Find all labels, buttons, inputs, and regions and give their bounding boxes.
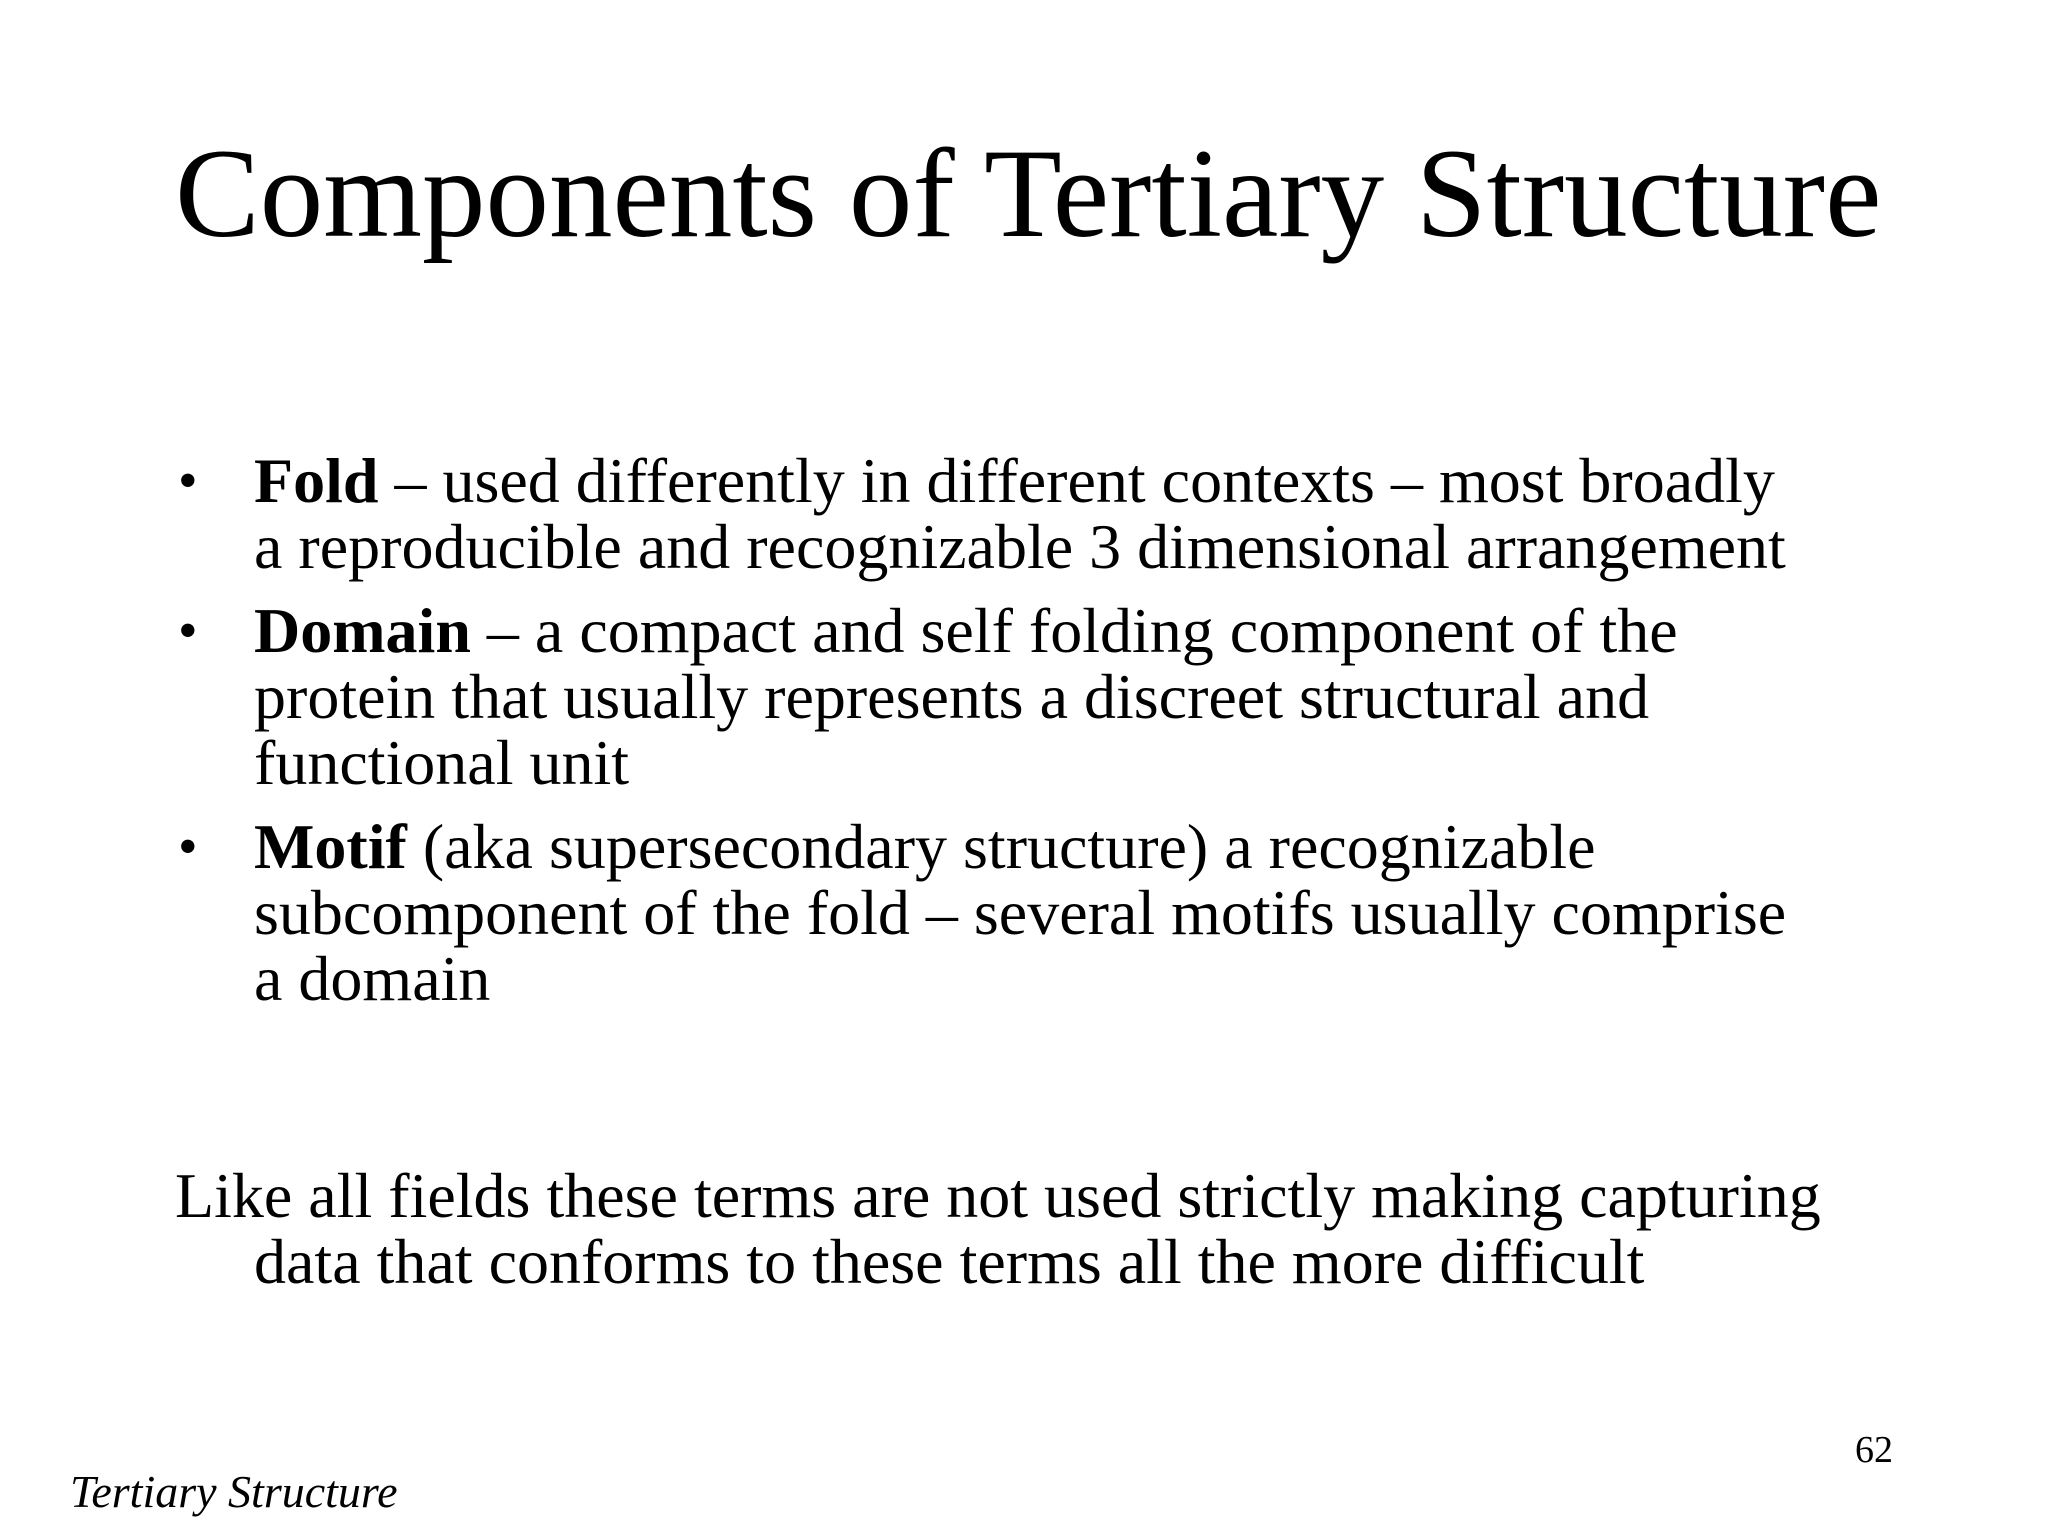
term-motif: Motif [254, 811, 407, 882]
definition-domain: – a compact and self folding component of the protein that usually represents a discreet structural and functional unit [254, 595, 1678, 798]
bullet-marker: • [178, 450, 198, 512]
slide-title: Components of Tertiary Structure [175, 124, 1882, 264]
slide-number: 62 [1855, 1429, 1893, 1471]
bullet-item-motif [175, 811, 1815, 1014]
bullet-item-fold [175, 445, 1815, 582]
definition-motif: (aka supersecondary structure) a recognizable subcomponent of the fold – several motifs usually comprise a domain [254, 811, 1787, 1014]
slide-footer: Tertiary Structure [70, 1466, 398, 1517]
closing-note: Like all fields these terms are not used strictly making capturing data that conforms to these terms all the more difficult [175, 1160, 1821, 1297]
bullet-marker: • [178, 816, 198, 878]
definition-fold: – used differently in different contexts – most broadly a reproducible and recognizable 3 dimensional arrangement [254, 445, 1786, 582]
bullet-item-domain [175, 595, 1815, 798]
term-domain: Domain [254, 595, 471, 666]
bullet-marker: • [178, 600, 198, 662]
term-fold: Fold [254, 445, 379, 516]
bullet-list [175, 445, 1815, 1030]
